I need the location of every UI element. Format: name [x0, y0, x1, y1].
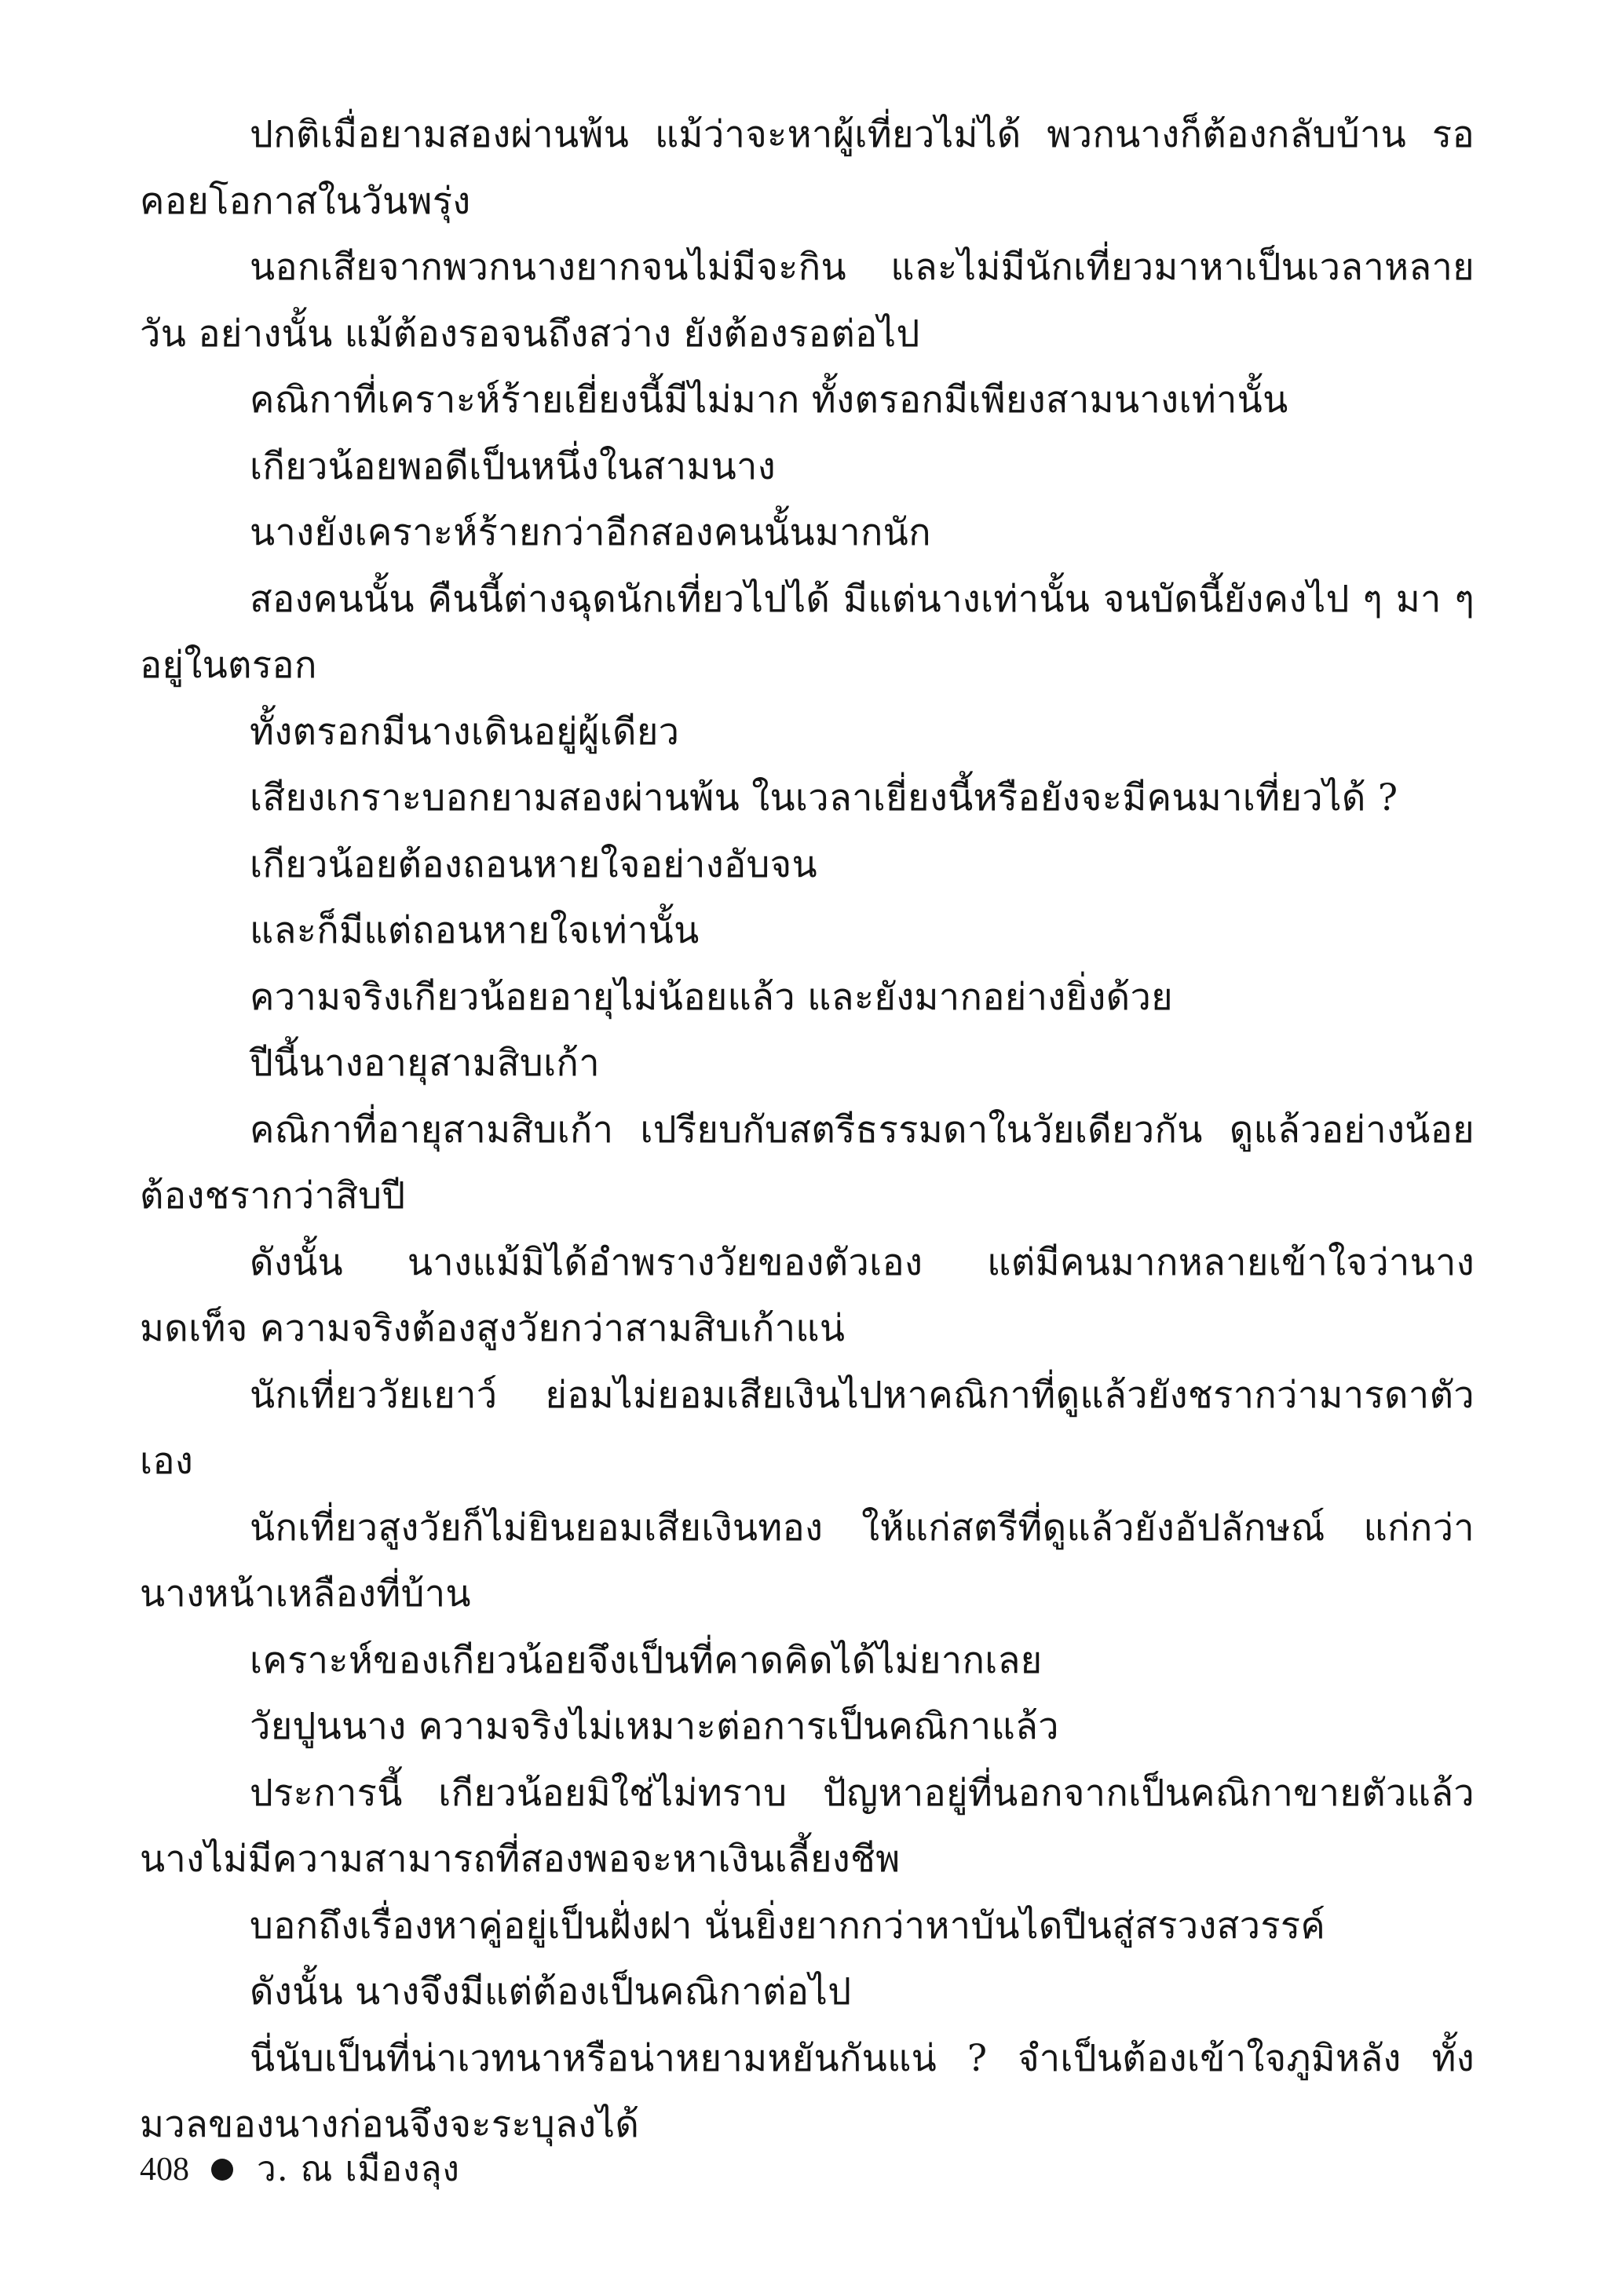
- paragraph: คณิกาที่อายุสามสิบเก้า เปรียบกับสตรีธรรมดาในวัยเดียวกัน ดูแล้วอย่างน้อย ต้องชรากว่าสิบปี: [140, 1108, 1475, 1217]
- page-footer: [140, 2146, 460, 2193]
- paragraph: นอกเสียจากพวกนางยากจนไม่มีจะกิน และไม่มีนักเที่ยวมาหาเป็นเวลาหลายวัน อย่างนั้น แม้ต้องรอจนถึงสว่าง ยังต้องรอต่อไป: [140, 246, 1475, 356]
- paragraph: คณิกาที่เคราะห์ร้ายเยี่ยงนี้มีไม่มาก ทั้งตรอกมีเพียงสามนางเท่านั้น: [250, 378, 1288, 422]
- paragraph: ทั้งตรอกมีนางเดินอยู่ผู้เดียว: [250, 710, 680, 754]
- paragraph: นางยังเคราะห์ร้ายกว่าอีกสองคนนั้นมากนัก: [250, 511, 931, 554]
- paragraph: เกียวน้อยพอดีเป็นหนึ่งในสามนาง: [250, 444, 776, 488]
- paragraph: นี่นับเป็นที่น่าเวทนาหรือน่าหยามหยันกันแน่ ? จำเป็นต้องเข้าใจภูมิหลัง ทั้งมวลของนางก่อนจึงจะระบุลงได้: [140, 2036, 1475, 2146]
- paragraph: วัยปูนนาง ความจริงไม่เหมาะต่อการเป็นคณิกาแล้ว: [250, 1705, 1059, 1748]
- paragraph: นักเที่ยววัยเยาว์ ย่อมไม่ยอมเสียเงินไปหาคณิกาที่ดูแล้วยังชรากว่ามารดาตัวเอง: [140, 1373, 1475, 1483]
- paragraph: ความจริงเกียวน้อยอายุไม่น้อยแล้ว และยังมากอย่างยิ่งด้วย: [250, 975, 1173, 1019]
- paragraph: และก็มีแต่ถอนหายใจเท่านั้น: [250, 909, 700, 952]
- paragraph: สองคนนั้น คืนนี้ต่างฉุดนักเที่ยวไปได้ มีแต่นางเท่านั้น จนบัดนี้ยังคงไป ๆ มา ๆ อยู่ในตรอก: [140, 577, 1475, 687]
- paragraph: ปกติเมื่อยามสองผ่านพ้น แม้ว่าจะหาผู้เที่ยวไม่ได้ พวกนางก็ต้องกลับบ้าน รอคอยโอกาสในวันพรุ่ง: [140, 113, 1475, 223]
- paragraph: ดังนั้น นางแม้มิได้อำพรางวัยของตัวเอง แต่มีคนมากหลายเข้าใจว่านางมดเท็จ ความจริงต้องสูงวัยกว่าสามสิบเก้าแน่: [140, 1240, 1475, 1350]
- paragraph: เสียงเกราะบอกยามสองผ่านพ้น ในเวลาเยี่ยงนี้หรือยังจะมีคนมาเที่ยวได้ ?: [250, 776, 1398, 819]
- paragraph: ดังนั้น นางจึงมีแต่ต้องเป็นคณิกาต่อไป: [250, 1970, 852, 2013]
- paragraph: เกียวน้อยต้องถอนหายใจอย่างอับจน: [250, 842, 817, 886]
- body-text: [140, 102, 1475, 2159]
- paragraph: ประการนี้ เกียวน้อยมิใช่ไม่ทราบ ปัญหาอยู่ที่นอกจากเป็นคณิกาขายตัวแล้ว นางไม่มีความสามารถที่สองพอจะหาเงินเลี้ยงชีพ: [140, 1771, 1475, 1881]
- paragraph: ปีนี้นางอายุสามสิบเก้า: [250, 1042, 600, 1085]
- author-name: ว. ณ เมืองลุง: [257, 2149, 460, 2189]
- page-number: 408: [140, 2152, 189, 2188]
- bullet-separator-icon: [211, 2159, 233, 2181]
- paragraph: บอกถึงเรื่องหาคู่อยู่เป็นฝั่งฝา นั่นยิ่งยากกว่าหาบันไดปีนสู่สรวงสวรรค์: [250, 1904, 1326, 1947]
- paragraph: เคราะห์ของเกียวน้อยจึงเป็นที่คาดคิดได้ไม่ยากเลย: [250, 1638, 1043, 1682]
- paragraph: นักเที่ยวสูงวัยก็ไม่ยินยอมเสียเงินทอง ให้แก่สตรีที่ดูแล้วยังอัปลักษณ์ แก่กว่า นางหน้าเหลืองที่บ้าน: [140, 1506, 1475, 1615]
